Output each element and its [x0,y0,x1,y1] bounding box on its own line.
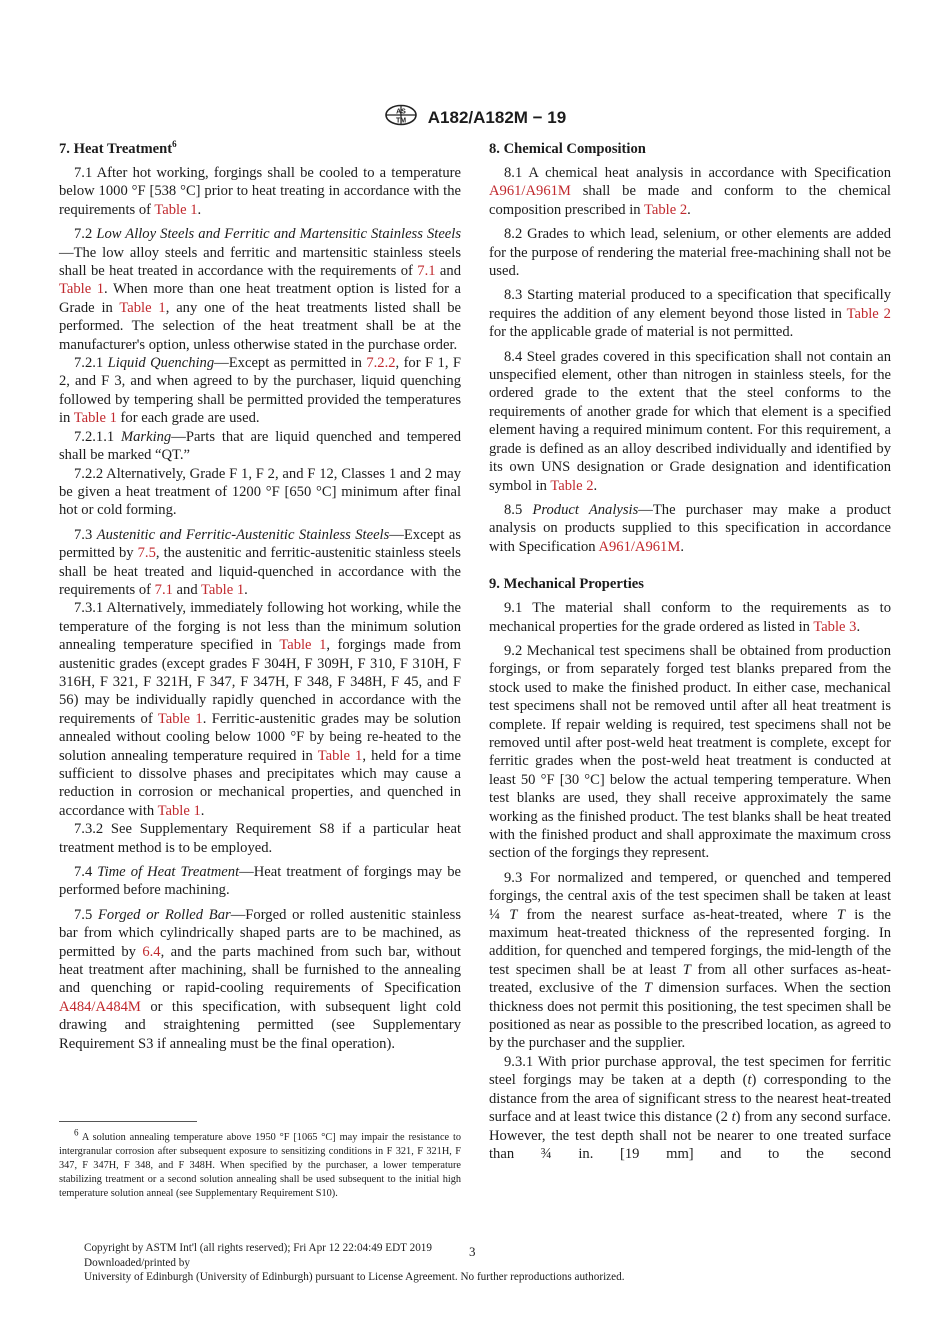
svg-text:TM: TM [395,117,406,125]
standard-designation: A182/A182M − 19 [427,107,567,127]
ref-a961[interactable]: A961/A961M [489,183,571,200]
license-line: University of Edinburgh (University of Edinburgh) pursuant to License Agreement. No further reproductions authorized. [84,1271,625,1284]
para-7-1: 7.1 After hot working, forgings shall be cooled to a temperature below 1000 °F [538 °C] prior to heat treating in accordance with the requirements of Table 1. [59,165,461,218]
section-9-heading: 9. Mechanical Properties [489,576,644,593]
ref-7-1[interactable]: 7.1 [154,581,173,598]
footnote-ref-6[interactable]: 6 [172,139,177,150]
page-header [0,104,950,131]
para-8-5: 8.5 Product Analysis—The purchaser may make a product analysis on products supplied to this specification in accordance with Specification A961/A961M. [489,501,891,555]
section-8-heading: 8. Chemical Composition [489,141,646,157]
ref-table-2[interactable]: Table 2 [550,477,594,494]
para-7-3-1: 7.3.1 Alternatively, immediately following hot working, while the temperature of the forging is not less than the minimum solution annealing temperature specified in Table 1, forgings made from austenitic grades (except grades F 304H, F 309H, F 310, F 310H, F 316H, F 321, F 321H, F 347, F 347H, F 348, F 348H, F 45, and F 56) may be individually rapidly quenched in accordance with the requirements of Table 1. Ferritic-austenitic grades may be solution annealed without cooling below 1000 °F by being re-heated to the solution annealing temperature required in Table 1, held for a time sufficient to dissolve phases and precipitates which may cause a reduction in corrosion or mechanical properties, and quenched in accordance with Table 1. [59,600,461,819]
ref-table-1[interactable]: Table 1 [154,201,198,218]
ref-6-4[interactable]: 6.4 [142,943,161,960]
para-7-3: 7.3 Austenitic and Ferritic-Austenitic Stainless Steels—Except as permitted by 7.5, the austenitic and ferritic-austenitic stainless steels shall be heat treated and liquid-quenched in accordance with the requirements of 7.1 and Table 1. [59,526,462,598]
ref-table-1[interactable]: Table 1 [157,710,203,727]
ref-table-1[interactable]: Table 1 [317,747,363,764]
ref-a961[interactable]: A961/A961M [598,538,681,555]
para-7-2-2: 7.2.2 Alternatively, Grade F 1, F 2, and F 12, Classes 1 and 2 may be given a heat treatment of 1200 °F [650 °C] minimum after final hot or cold forming. [59,465,461,519]
ref-table-2[interactable]: Table 2 [846,305,891,322]
ref-7-5[interactable]: 7.5 [137,545,156,562]
ref-table-1[interactable]: Table 1 [73,410,117,427]
para-8-3: 8.3 Starting material produced to a specification that specifically requires the addition of any element beyond those listed in Table 2 for the applicable grade of material is not permitted. [489,287,891,341]
ref-a484[interactable]: A484/A484M [59,998,141,1015]
para-8-1: 8.1 A chemical heat analysis in accordance with Specification A961/A961M shall be made and conform to the chemical composition prescribed in Table 2. [489,165,891,218]
copyright-line: Copyright by ASTM Int'l (all rights reserved); Fri Apr 12 22:04:49 EDT 2019 [84,1242,432,1254]
right-column [489,140,891,1163]
para-7-2-1-1: 7.2.1.1 Marking—Parts that are liquid quenched and tempered shall be marked “QT.” [59,428,461,464]
para-9-3: 9.3 For normalized and tempered, or quenched and tempered forgings, the central axis of the test specimen shall be taken at least ¼ T from the nearest surface as-heat-treated, where T is the maximum heat-treated thickness of the represented forging. In addition, for quenched and tempered forgings, the mid-length of the test specimen shall be at least T from all other surfaces as-heat-treated, exclusive of the T dimension surfaces. When the section thickness does not permit this positioning, the test specimen shall be positioned as near as possible to the prescribed location, as agreed to by the purchaser and the supplier. [489,869,891,1052]
footnote-6: $^6$ A solution annealing temperature above 1950 °F [1065 °C] may impair the resistance to intergranular corrosion after subsequent exposure to sensitizing conditions in F 321, F 321H, F 347, F 347H, F 348, and F 348H. When specified by the purchaser, a lower temperature stabilizing treatment or a second solution annealing shall be used subsequent to the initial high temperature solution anneal (see Supplementary Requirement S10). [59,1127,461,1200]
ref-table-1[interactable]: Table 1 [59,281,105,298]
left-column [59,140,461,1053]
astm-logo-icon [384,104,418,131]
ref-table-1[interactable]: Table 1 [201,581,245,598]
ref-table-1[interactable]: Table 1 [279,637,327,654]
para-7-5: 7.5 Forged or Rolled Bar—Forged or rolled austenitic stainless bar from which cylindrically shaped parts are to be machined, as permitted by 6.4, and the parts machined from such bar, without heat treatment after machining, shall be furnished to the annealing and quenching or rapid-cooling requirements of Specification A484/A484M or this specification, with subsequent light cold drawing and straightening permitted (see Supplementary Requirement S3 if annealing must be the final operation). [59,906,462,1052]
para-7-3-2: 7.3.2 See Supplementary Requirement S8 if a particular heat treatment method is to be employed. [59,821,461,856]
footnote-divider [59,1121,197,1122]
section-7-heading: 7. Heat Treatment$^6$ [59,139,177,157]
svg-text:AS: AS [395,108,406,116]
para-8-2: 8.2 Grades to which lead, selenium, or other elements are added for the purpose of rendering the material free-machining shall not be used. [489,226,891,280]
para-7-2: 7.2 Low Alloy Steels and Ferritic and Martensitic Stainless Steels—The low alloy steels and ferritic and martensitic stainless steels shall be heat treated in accordance with the requirements of 7.1 and Table 1. When more than one heat treatment option is listed for a Grade in Table 1, any one of the heat treatments listed shall be performed. The selection of the heat treatment shall be at the manufacturer's option, unless otherwise stated in the purchase order. [59,226,462,353]
para-7-2-1: 7.2.1 Liquid Quenching—Except as permitted in 7.2.2, for F 1, F 2, and F 3, and when agreed to by the purchaser, liquid quenching followed by tempering shall be permitted provided the temperatures in Table 1 for each grade are used. [59,355,461,427]
ref-table-3[interactable]: Table 3 [813,618,857,635]
page-footer [84,1241,784,1285]
ref-table-1[interactable]: Table 1 [157,802,201,819]
para-7-4: 7.4 Time of Heat Treatment—Heat treatment of forgings may be performed before machining. [59,864,461,899]
ref-7-2-2[interactable]: 7.2.2 [366,355,396,372]
ref-7-1[interactable]: 7.1 [417,263,436,280]
para-8-4: 8.4 Steel grades covered in this specification shall not contain an unspecified element, other than nitrogen in stainless steels, for the ordered grade to the extent that the steel conforms to the requirements of another grade for which that element is a specified element having a required minimum content. For this requirement, a grade is defined as an alloy described individually and identified by its own UNS designation or Grade designation and identification symbol in Table 2. [489,348,891,494]
page-number: 3 [469,1244,476,1259]
ref-table-1[interactable]: Table 1 [119,299,166,316]
ref-table-2[interactable]: Table 2 [643,201,688,218]
para-9-3-1: 9.3.1 With prior purchase approval, the test specimen for ferritic steel forgings may be taken at a depth (t) corresponding to the distance from the area of significant stress to the nearest heat-treated surface and at least twice this distance (2 t) from any second surface. However, the test depth shall not be nearer to one treated surface than ¾ in. [19 mm] and to the second [489,1053,891,1162]
para-9-1: 9.1 The material shall conform to the requirements as to mechanical properties for the grade ordered as listed in Table 3. [489,600,891,635]
para-9-2: 9.2 Mechanical test specimens shall be obtained from production forgings, or from separately forged test blanks prepared from the stock used to make the finished product. In either case, mechanical test specimens shall not be removed until after all heat treatment is complete. If repair welding is required, test specimens shall not be removed until after post-weld heat treatment is complete, except for ferritic grades when the post-weld heat treatment is conducted at least 50 °F [30 °C] below the actual tempering temperature. When test blanks are used, they shall receive approximately the same working as the finished product. The test blanks shall be heat treated with the finished product and shall approximate the maximum cross section of the forgings they represent. [489,642,891,862]
downloaded-line: Downloaded/printed by [84,1256,190,1269]
